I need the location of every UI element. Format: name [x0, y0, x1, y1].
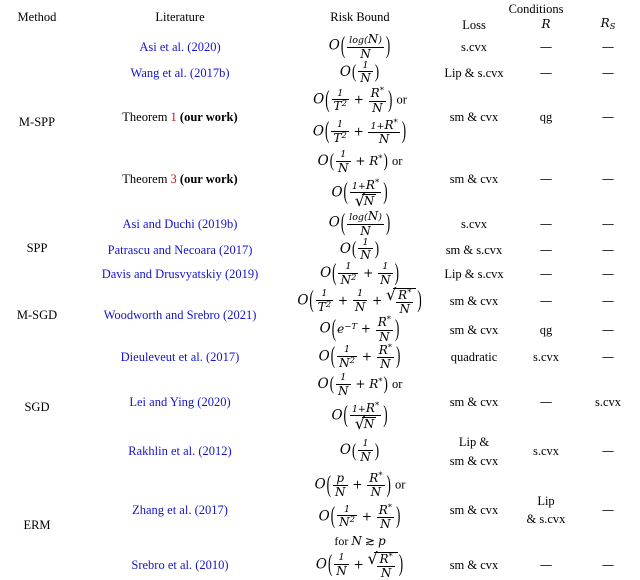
risk-bound: O( $\frac{1}{N}$ + R*) or O( 1+R* √ N ) — [287, 371, 433, 433]
comparison-table — [1, 2, 639, 580]
citation-wang-2017b: Wang et al. (2017b) — [130, 65, 230, 80]
rs-condition: — — [601, 38, 615, 54]
r-condition: s.cvx — [532, 350, 560, 365]
r-condition: Lip & s.cvx — [526, 494, 566, 527]
r-condition: — — [539, 64, 553, 80]
header-loss: Loss — [462, 17, 486, 32]
loss-condition: sm & cvx — [449, 558, 499, 573]
rs-condition: — — [601, 443, 615, 459]
loss-condition: sm & cvx — [449, 294, 499, 309]
table-row — [1, 33, 639, 61]
r-condition: s.cvx — [532, 444, 560, 459]
citation-theorem-3: Theorem 3 (our work) — [122, 172, 238, 187]
citation-lei-ying-2020: Lei and Ying (2020) — [129, 395, 231, 410]
table-row — [1, 148, 639, 210]
r-condition: — — [539, 171, 553, 187]
table-row — [1, 210, 639, 238]
r-condition: — — [539, 38, 553, 54]
r-condition: — — [539, 241, 553, 257]
citation-srebro-2010: Srebro et al. (2010) — [131, 558, 229, 573]
table-row — [1, 470, 639, 551]
method-spp: SPP — [26, 241, 48, 256]
r-condition: — — [539, 266, 553, 282]
table-row — [1, 287, 639, 317]
loss-condition: sm & s.cvx — [445, 242, 503, 257]
rs-condition: s.cvx — [594, 395, 622, 410]
citation-asi-2020: Asi et al. (2020) — [139, 39, 221, 54]
r-condition: qg — [539, 109, 553, 124]
rs-condition: — — [601, 64, 615, 80]
risk-bound: O( $\frac{1}{N2}$ + $\frac{1}{N}$ ) — [320, 257, 399, 287]
risk-bound: O( $\frac{1}{N}$ ) — [339, 236, 380, 263]
r-condition: — — [539, 394, 553, 410]
table-row — [1, 551, 639, 580]
rs-condition: — — [601, 108, 615, 124]
loss-condition: sm & cvx — [449, 395, 499, 410]
risk-bound: O( $\frac{\log(N)}{N}$ ) — [328, 207, 391, 238]
risk-bound: O( $\frac{1}{N2}$ + $\frac{R*}{N}$ ) — [318, 340, 401, 372]
header-literature: Literature — [155, 10, 205, 25]
table-row — [1, 238, 639, 263]
citation-theorem-1: Theorem 1 (our work) — [122, 109, 238, 124]
rs-condition: — — [601, 266, 615, 282]
risk-bound: $O(e^{-T}$ + $\frac{R*}{N}$ ) — [319, 313, 400, 344]
rs-condition: — — [601, 241, 615, 257]
table-page — [0, 2, 640, 580]
citation-asi-duchi-2019b: Asi and Duchi (2019b) — [122, 216, 238, 231]
citation-woodworth-srebro-2021: Woodworth and Srebro (2021) — [103, 308, 257, 323]
citation-dieuleveut-2017: Dieuleveut et al. (2017) — [120, 350, 240, 365]
table-row — [1, 262, 639, 287]
loss-condition: sm & cvx — [449, 322, 499, 337]
table-row — [1, 433, 639, 470]
loss-condition: quadratic — [450, 350, 498, 365]
risk-bound: O( $\frac{p}{N}$ + $\frac{R*}{N}$ ) or O( $\frac{1}{N2}$ + $\frac{R*}{N}$ ) for N ≳ p — [314, 469, 406, 549]
header-risk-bound: Risk Bound — [330, 10, 390, 25]
r-condition: — — [539, 557, 553, 573]
header-rs: $R_S$ — [600, 16, 616, 33]
table-row — [1, 85, 639, 148]
rs-condition: — — [601, 215, 615, 231]
header-conditions: Conditions — [508, 2, 564, 16]
method-m-sgd: M-SGD — [16, 308, 58, 323]
method-erm: ERM — [23, 517, 51, 532]
risk-bound: O( $\frac{1}{N}$ + R*) or O( 1+R* √ N ) — [287, 148, 433, 210]
risk-bound: O( $\frac{1}{N}$ + √ $\frac{R*}{N}$ ) — [287, 551, 433, 580]
risk-bound: O( $\frac{1}{N}$ ) — [339, 438, 380, 464]
risk-bound: O( $\frac{1}{T2}$ + $\frac{R*}{N}$ ) or O( $\frac{1}{T2}$ + $\frac{1+R*}{N}$ ) — [312, 84, 407, 147]
header-r: R — [541, 17, 551, 32]
rs-condition: — — [601, 293, 615, 309]
loss-condition: Lip & s.cvx — [444, 267, 504, 282]
citation-rakhlin-2012: Rakhlin et al. (2012) — [128, 444, 232, 459]
r-condition: — — [539, 293, 553, 309]
citation-davis-drusvyatskiy-2019: Davis and Drusvyatskiy (2019) — [101, 267, 259, 282]
loss-condition: sm & cvx — [449, 172, 499, 187]
rs-condition: — — [601, 171, 615, 187]
header-method: Method — [17, 10, 57, 25]
table-row — [1, 371, 639, 433]
table-row — [1, 61, 639, 86]
rs-condition: — — [601, 321, 615, 337]
loss-condition: s.cvx — [460, 216, 488, 231]
table-header-row-1 — [1, 2, 639, 16]
rs-condition: — — [601, 502, 615, 518]
citation-patrascu-necoara-2017: Patrascu and Necoara (2017) — [107, 242, 253, 257]
loss-condition: sm & cvx — [449, 109, 499, 124]
loss-condition: s.cvx — [460, 39, 488, 54]
table-row — [1, 344, 639, 372]
r-condition: qg — [539, 322, 553, 337]
r-condition: — — [539, 215, 553, 231]
risk-bound: O( $\frac{1}{N}$ ) — [339, 59, 380, 86]
risk-bound: O( $\frac{1}{T2}$ + $\frac{1}{N}$ + √ $\frac{R*}{N}$ ) — [287, 287, 433, 317]
risk-bound: O( $\frac{\log(N)}{N}$ ) — [328, 30, 391, 61]
method-sgd: SGD — [24, 399, 50, 414]
rs-condition: — — [601, 557, 615, 573]
method-m-spp: M-SPP — [18, 114, 56, 129]
loss-condition: sm & cvx — [449, 503, 499, 518]
loss-condition: Lip & s.cvx — [444, 65, 504, 80]
loss-condition: Lip & sm & cvx — [449, 435, 499, 468]
rs-condition: — — [601, 349, 615, 365]
citation-zhang-2017: Zhang et al. (2017) — [132, 503, 228, 518]
